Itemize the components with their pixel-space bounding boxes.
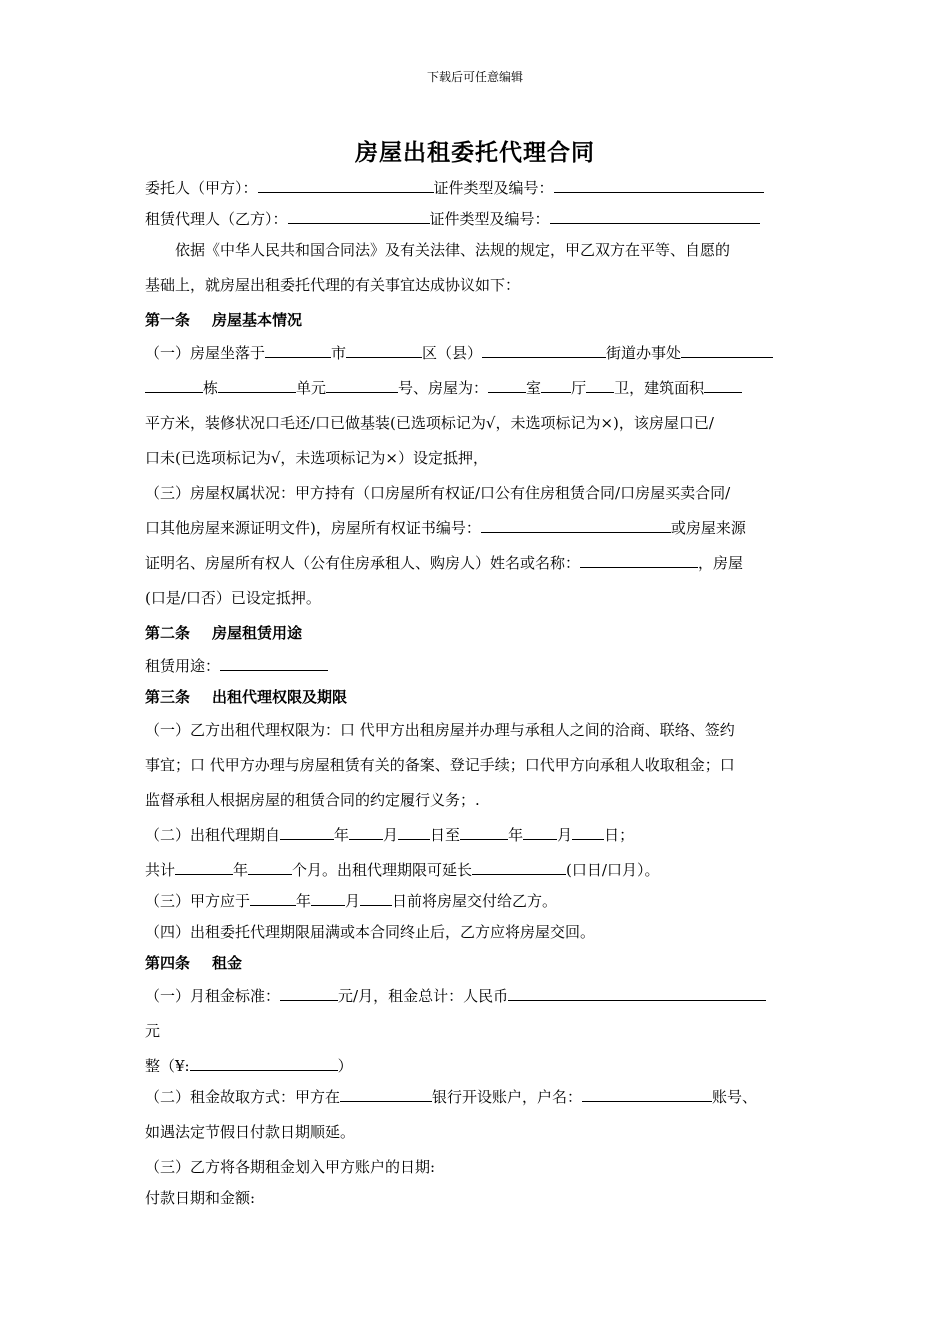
text: （一）房屋坐落于 xyxy=(145,344,266,362)
owner-name-blank[interactable] xyxy=(580,551,698,568)
total-years-blank[interactable] xyxy=(175,858,233,875)
party-a-id-blank[interactable] xyxy=(554,176,764,193)
text: 元/月，租金总计：人民币 xyxy=(338,987,509,1005)
party-b-line xyxy=(145,206,810,237)
end-month-blank[interactable] xyxy=(523,823,557,840)
text: （三）甲方应于 xyxy=(145,892,251,910)
text: （二）出租代理期自 xyxy=(145,826,281,844)
contract-title: 房屋出租委托代理合同 xyxy=(355,139,595,166)
text: 或房屋来源 xyxy=(670,519,746,537)
end-day-blank[interactable] xyxy=(572,823,604,840)
area-blank[interactable] xyxy=(704,376,742,393)
text: 口其他房屋来源证明文件)，房屋所有权证书编号： xyxy=(145,519,481,537)
a4-transfer-date-line: （三）乙方将各期租金划入甲方账户的日期: xyxy=(145,1158,436,1176)
delivery-month-blank[interactable] xyxy=(311,889,345,906)
a3-return-line: （四）出租委托代理期限届满或本合同终止后，乙方应将房屋交回。 xyxy=(145,923,596,941)
text: 银行开设账户，户名： xyxy=(432,1088,583,1106)
text: 市 xyxy=(331,344,347,362)
a1-location-line xyxy=(145,340,810,375)
a1-owner-line xyxy=(145,550,810,585)
text: 单元 xyxy=(296,379,327,397)
a4-yuan-line: 元 xyxy=(145,1022,161,1040)
delivery-year-blank[interactable] xyxy=(250,889,296,906)
bank-blank[interactable] xyxy=(340,1085,432,1102)
extension-blank[interactable] xyxy=(472,858,566,875)
a1-unit-line xyxy=(145,375,810,410)
article-4-number: 第四条 xyxy=(145,954,191,972)
certificate-number-blank[interactable] xyxy=(481,516,671,533)
a2-usage-line xyxy=(145,653,810,684)
city-blank[interactable] xyxy=(265,341,331,358)
header-note: 下载后可任意编辑 xyxy=(426,70,523,84)
a4-amount-line xyxy=(145,1053,810,1084)
rent-total-blank[interactable] xyxy=(508,984,766,1001)
text: (口日/口月）。 xyxy=(566,861,660,879)
bath-blank[interactable] xyxy=(586,376,614,393)
party-b-blank[interactable] xyxy=(288,207,430,224)
a1-ownership-line: （三）房屋权属状况：甲方持有（口房屋所有权证/口公有住房租赁合同/口房屋买卖合同/ xyxy=(145,484,731,502)
a4-payment-line: 付款日期和金额: xyxy=(145,1189,256,1207)
article-3-heading xyxy=(145,684,810,717)
article-1-title: 房屋基本情况 xyxy=(212,311,303,329)
account-name-blank[interactable] xyxy=(582,1085,712,1102)
monthly-rent-blank[interactable] xyxy=(280,984,338,1001)
text: 年 xyxy=(508,826,524,844)
a3-period-line xyxy=(145,822,810,857)
room-blank[interactable] xyxy=(488,376,526,393)
total-months-blank[interactable] xyxy=(248,858,292,875)
text: 栋 xyxy=(203,379,219,397)
a3-authority-line-1: （一）乙方出租代理权限为：口 代甲方出租房屋并办理与承租人之间的洽商、联络、签约 xyxy=(145,721,735,739)
delivery-day-blank[interactable] xyxy=(360,889,392,906)
text: 日前将房屋交付给乙方。 xyxy=(392,892,558,910)
article-3-title: 出租代理权限及期限 xyxy=(212,688,348,706)
text: 室 xyxy=(526,379,542,397)
text: 共计 xyxy=(145,861,176,879)
text: 月 xyxy=(557,826,573,844)
intro-line-2: 基础上，就房屋出租委托代理的有关事宜达成协议如下： xyxy=(145,276,521,294)
party-a-label: 委托人（甲方）： xyxy=(145,179,258,197)
hall-blank[interactable] xyxy=(541,376,571,393)
intro-line-1: 依据《中华人民共和国合同法》及有关法律、法规的规定，甲乙双方在平等、自愿的 xyxy=(175,241,731,259)
text: ，房屋 xyxy=(698,554,744,572)
party-b-id-blank[interactable] xyxy=(550,207,760,224)
text: 整（¥: xyxy=(145,1057,190,1075)
start-month-blank[interactable] xyxy=(349,823,383,840)
a3-authority-line-2: 事宜；口 代甲方办理与房屋租赁有关的备案、登记手续；口代甲方向承租人收取租金；口 xyxy=(145,756,735,774)
article-4-heading xyxy=(145,950,810,983)
party-a-blank[interactable] xyxy=(258,176,434,193)
article-1-heading xyxy=(145,307,810,340)
subdistrict-blank[interactable] xyxy=(482,341,606,358)
party-a-line xyxy=(145,175,810,206)
a1-decoration-line: 平方米，装修状况口毛还/口已做基装(已选项标记为√，未选项标记为×)，该房屋口已/ xyxy=(145,414,714,432)
a4-rent-line xyxy=(145,983,810,1018)
text: 账号、 xyxy=(712,1088,758,1106)
text: 街道办事处 xyxy=(606,344,682,362)
unit-blank[interactable] xyxy=(218,376,296,393)
text: 日； xyxy=(604,826,635,844)
text: 租赁用途： xyxy=(145,657,221,675)
start-year-blank[interactable] xyxy=(280,823,334,840)
text: （二）租金故取方式：甲方在 xyxy=(145,1088,341,1106)
contract-body xyxy=(145,175,810,1220)
text: 证明名、房屋所有权人（公有住房承租人、购房人）姓名或名称： xyxy=(145,554,581,572)
party-b-label: 租赁代理人（乙方）： xyxy=(145,210,288,228)
text: 月 xyxy=(345,892,361,910)
text: ） xyxy=(337,1057,353,1075)
text: 卫，建筑面积 xyxy=(614,379,705,397)
a4-collection-line xyxy=(145,1084,810,1119)
text: 号、房屋为： xyxy=(398,379,489,397)
text: 日至 xyxy=(430,826,461,844)
a1-mortgage-status-line: (口是/口否）已设定抵押。 xyxy=(145,589,321,607)
end-year-blank[interactable] xyxy=(460,823,508,840)
article-2-heading xyxy=(145,620,810,653)
a3-total-line xyxy=(145,857,810,888)
number-blank[interactable] xyxy=(326,376,398,393)
party-b-id-label: 证件类型及编号： xyxy=(429,210,550,228)
text: 区（县） xyxy=(422,344,483,362)
building-blank[interactable] xyxy=(145,376,203,393)
text: 年 xyxy=(334,826,350,844)
usage-blank[interactable] xyxy=(220,654,328,671)
start-day-blank[interactable] xyxy=(398,823,430,840)
text: 月 xyxy=(383,826,399,844)
a4-holiday-line: 如遇法定节假日付款日期顺延。 xyxy=(145,1123,356,1141)
article-1-number: 第一条 xyxy=(145,311,191,329)
text: 个月。出租代理期限可延长 xyxy=(292,861,473,879)
text: 厅 xyxy=(571,379,587,397)
a3-authority-line-3: 监督承租人根据房屋的租赁合同的约定履行义务；. xyxy=(145,791,480,809)
party-a-id-label: 证件类型及编号： xyxy=(433,179,554,197)
district-blank[interactable] xyxy=(346,341,422,358)
amount-blank[interactable] xyxy=(190,1054,338,1071)
article-2-number: 第二条 xyxy=(145,624,191,642)
a3-delivery-line xyxy=(145,888,810,919)
a1-mortgage-line: 口未(已选项标记为√，未选项标记为×）设定抵押， xyxy=(145,449,488,467)
office-blank[interactable] xyxy=(681,341,773,358)
a1-certificate-line xyxy=(145,515,810,550)
article-4-title: 租金 xyxy=(212,954,243,972)
article-3-number: 第三条 xyxy=(145,688,191,706)
text: 年 xyxy=(296,892,312,910)
article-2-title: 房屋租赁用途 xyxy=(212,624,303,642)
text: 年 xyxy=(233,861,249,879)
text: （一）月租金标准： xyxy=(145,987,281,1005)
